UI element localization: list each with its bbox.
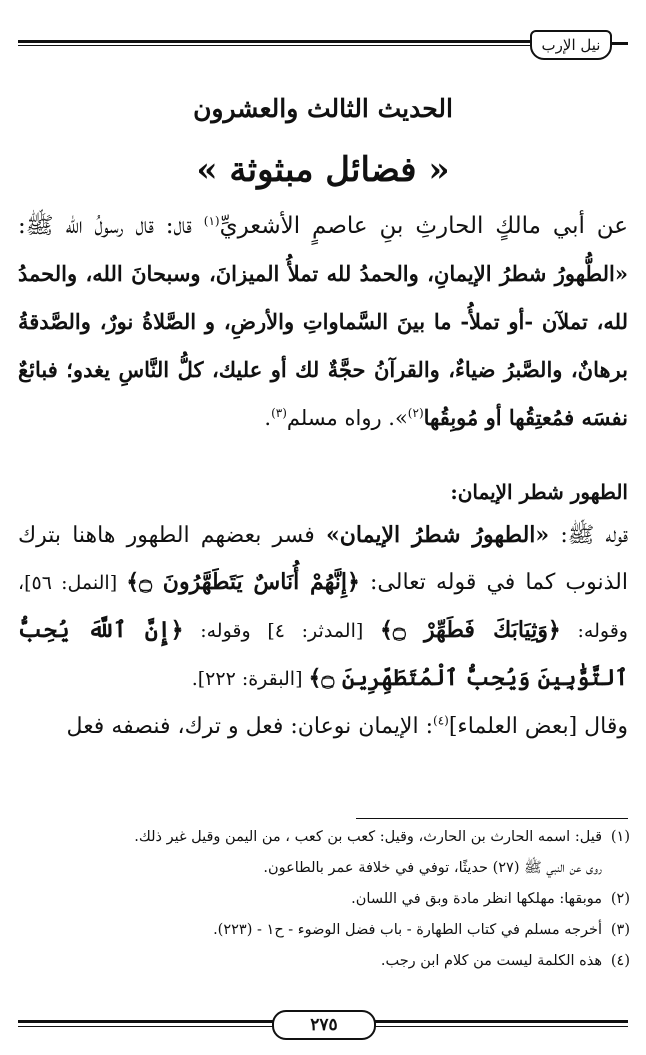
footnote-marker-2[interactable]: (٢) [407,406,424,420]
page-number: ٢٧٥ [272,1010,376,1040]
footnote-number: (١) [610,829,630,845]
footnote-number: (٢) [610,891,630,907]
book-title: نيل الإرب [530,30,612,60]
footnote-number: (٣) [610,922,630,938]
quran-verse-1: ﴿إِنَّهُمْ أُنَاسٌ يَتَطَهَّرُونَ ۝﴾ [126,569,360,595]
footnotes [18,822,630,977]
footnote-4 [18,946,630,977]
footnote-divider [356,818,628,819]
footnote-1 [18,822,630,884]
chapter-heading: الحديث الثالث والعشرون [193,94,453,123]
footnote-text-cont: روى عن النبي ﷺ (٢٧) حديثًا، توفي في خلافة عمر بالطاعون. [263,860,602,876]
header-rule [18,40,534,43]
explanation-text [18,512,628,750]
hadith-title: « فضائل مبثوثة » [196,150,450,190]
footnote-2 [18,884,630,915]
footnote-marker-1[interactable]: (١) [203,214,220,228]
verse-ref-3: [البقرة: ٢٢٢]. [191,668,309,690]
footnote-marker-3[interactable]: (٣) [271,406,287,420]
hadith-main-text: «الطُّهورُ شطرُ الإيمانِ، والحمدُ لله تملأُ الميزانَ، وسبحانَ الله، والحمدُ لله، تملآن -أو تملأُ- ما بينَ السَّماواتِ والأرضِ، و الصَّلاةُ نورٌ، والصَّدقةُ برهانٌ، والصَّبرُ ضياءٌ، والقرآنُ حجَّةٌ لك أو عليك، كلُّ النَّاسِ يغدو؛ فبائعٌ نفسَه فمُعتِقُها أو مُوبِقُها [18,261,628,430]
verse-ref-1: [النمل: ٥٦]، وقوله: [18,572,628,642]
explanation-p2-lead: وقال [بعض العلماء] [448,714,628,739]
hadith-text [18,203,628,442]
hadith-end: . [264,406,272,430]
section-heading: الطهور شطر الإيمان: [450,480,628,504]
explanation-body: فسر بعضهم الطهور هاهنا بترك الذنوب كما في قوله تعالى: [18,523,628,595]
footnote-text: قيل: اسمه الحارث بن الحارث، وقيل: كعب بن كعب ، من اليمن وقيل غير ذلك. [134,829,602,845]
footnote-text: أخرجه مسلم في كتاب الطهارة - باب فضل الوضوء - ح١ - (٢٢٣). [213,922,602,938]
footnote-marker-4[interactable]: (٤) [433,713,449,728]
verse-ref-2: [المدثر: ٤] وقوله: [183,620,380,642]
hadith-narration: ». رواه مسلم [286,406,408,430]
footnote-number: (٤) [610,953,630,969]
explanation-quote: «الطهورُ شطرُ الإيمان» [326,522,550,548]
explanation-p2-body: : الإيمان نوعان: فعل و ترك، فنصفه فعل [66,714,434,739]
footnote-3 [18,915,630,946]
hadith-intro: عن أبي مالكٍ الحارثِ بنِ عاصمٍ الأشعريِّ [219,213,628,239]
header-rule-thin [18,45,534,46]
quran-verse-3: ﴿إِنَّ ٱللَّهَ يُحِبُّ ٱلتَّوَّٰبِينَ وَيُحِبُّ ٱلْمُتَطَهِّرِينَ ۝﴾ [18,617,628,691]
header-rule-tail [610,42,628,45]
hadith-said: قال: قال رسولُ الله ﷺ: [18,213,204,239]
explanation-lead: قوله ﷺ: [549,523,628,548]
footnote-text: موبقها: مهلكها انظر مادة وبق في اللسان. [351,891,602,907]
footnote-text: هذه الكلمة ليست من كلام ابن رجب. [380,953,602,969]
quran-verse-2: ﴿وَثِيَابَكَ فَطَهِّرْ ۝﴾ [379,617,561,643]
